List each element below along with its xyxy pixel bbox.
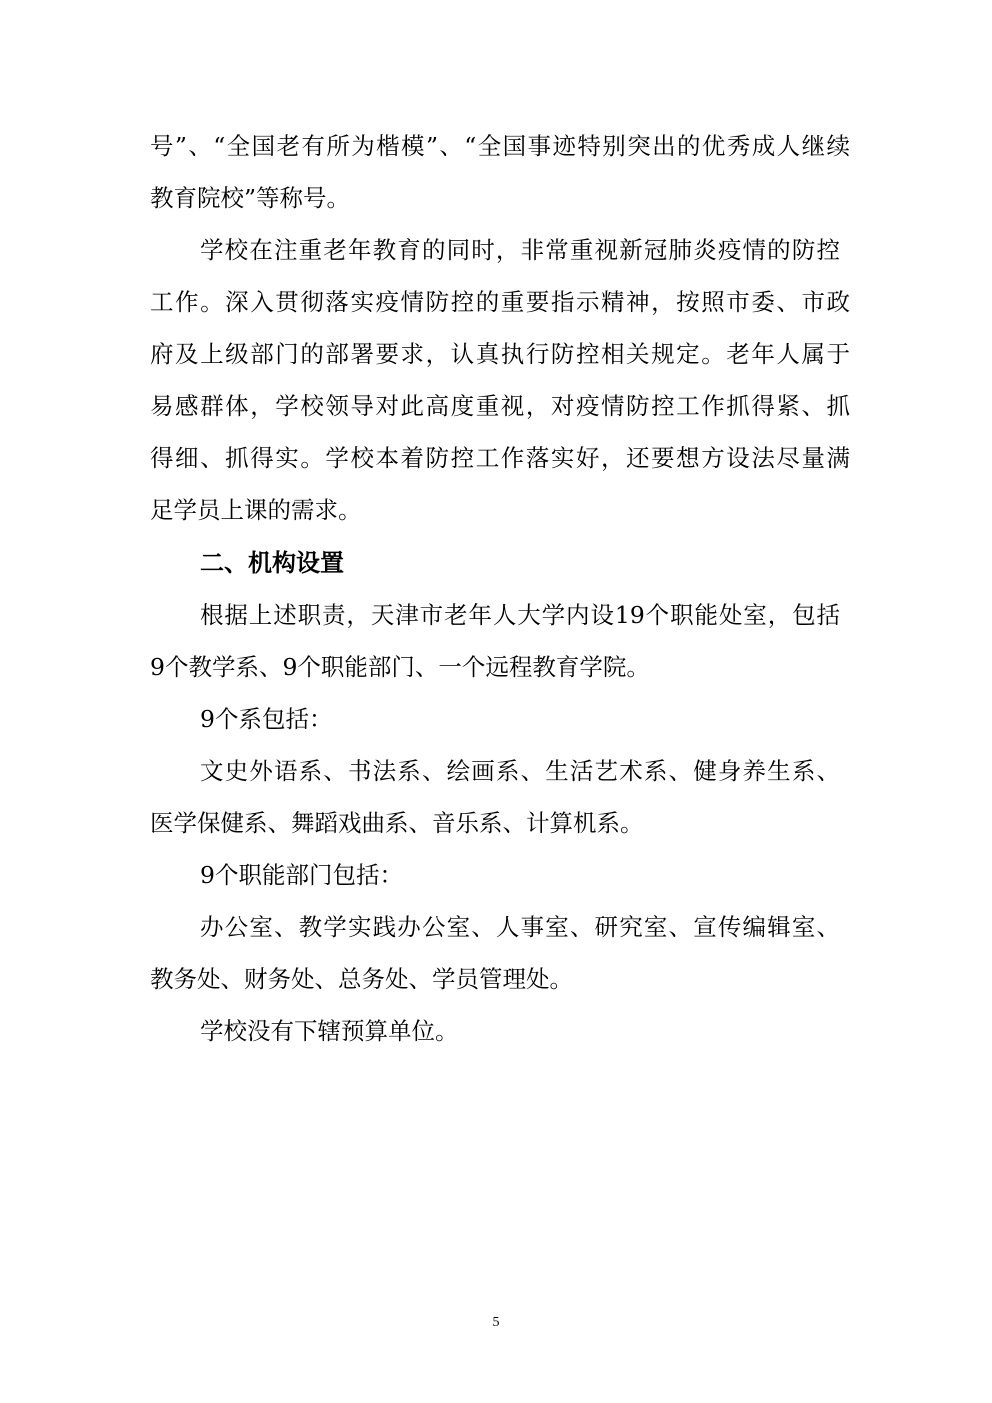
functional-units-list-line-1: 办公室、教学实践办公室、人事室、研究室、宣传编辑室、 (200, 913, 840, 941)
closing-sentence: 学校没有下辖预算单位。 (200, 1017, 459, 1045)
paragraph-2-line-3: 府及上级部门的部署要求，认真执行防控相关规定。老年人属于 (150, 340, 850, 368)
departments-label: 9个系包括： (200, 705, 333, 733)
paragraph-2-line-2: 工作。深入贯彻落实疫情防控的重要指示精神，按照市委、市政 (150, 288, 850, 316)
paragraph-3-line-1: 根据上述职责，天津市老年人大学内设19个职能处室，包括 (200, 601, 840, 629)
paragraph-2-line-1: 学校在注重老年教育的同时，非常重视新冠肺炎疫情的防控 (200, 236, 840, 264)
departments-list-line-2: 医学保健系、舞蹈戏曲系、音乐系、计算机系。 (150, 809, 644, 837)
paragraph-1-line-2: 教育院校”等称号。 (150, 184, 351, 212)
page-number: 5 (492, 1315, 500, 1330)
functional-units-list-line-2: 教务处、财务处、总务处、学员管理处。 (150, 965, 573, 993)
section-heading: 二、机构设置 (200, 549, 344, 577)
paragraph-2-line-4: 易感群体，学校领导对此高度重视，对疫情防控工作抓得紧、抓 (150, 392, 850, 420)
functional-units-label: 9个职能部门包括： (200, 861, 403, 889)
paragraph-3-line-2: 9个教学系、9个职能部门、一个远程教育学院。 (150, 653, 650, 681)
paragraph-2-line-6: 足学员上课的需求。 (150, 496, 362, 524)
departments-list-line-1: 文史外语系、书法系、绘画系、生活艺术系、健身养生系、 (200, 757, 840, 785)
paragraph-1-line-1: 号”、“全国老有所为楷模”、“全国事迹特别突出的优秀成人继续 (150, 132, 850, 160)
paragraph-2-line-5: 得细、抓得实。学校本着防控工作落实好，还要想方设法尽量满 (150, 444, 850, 472)
